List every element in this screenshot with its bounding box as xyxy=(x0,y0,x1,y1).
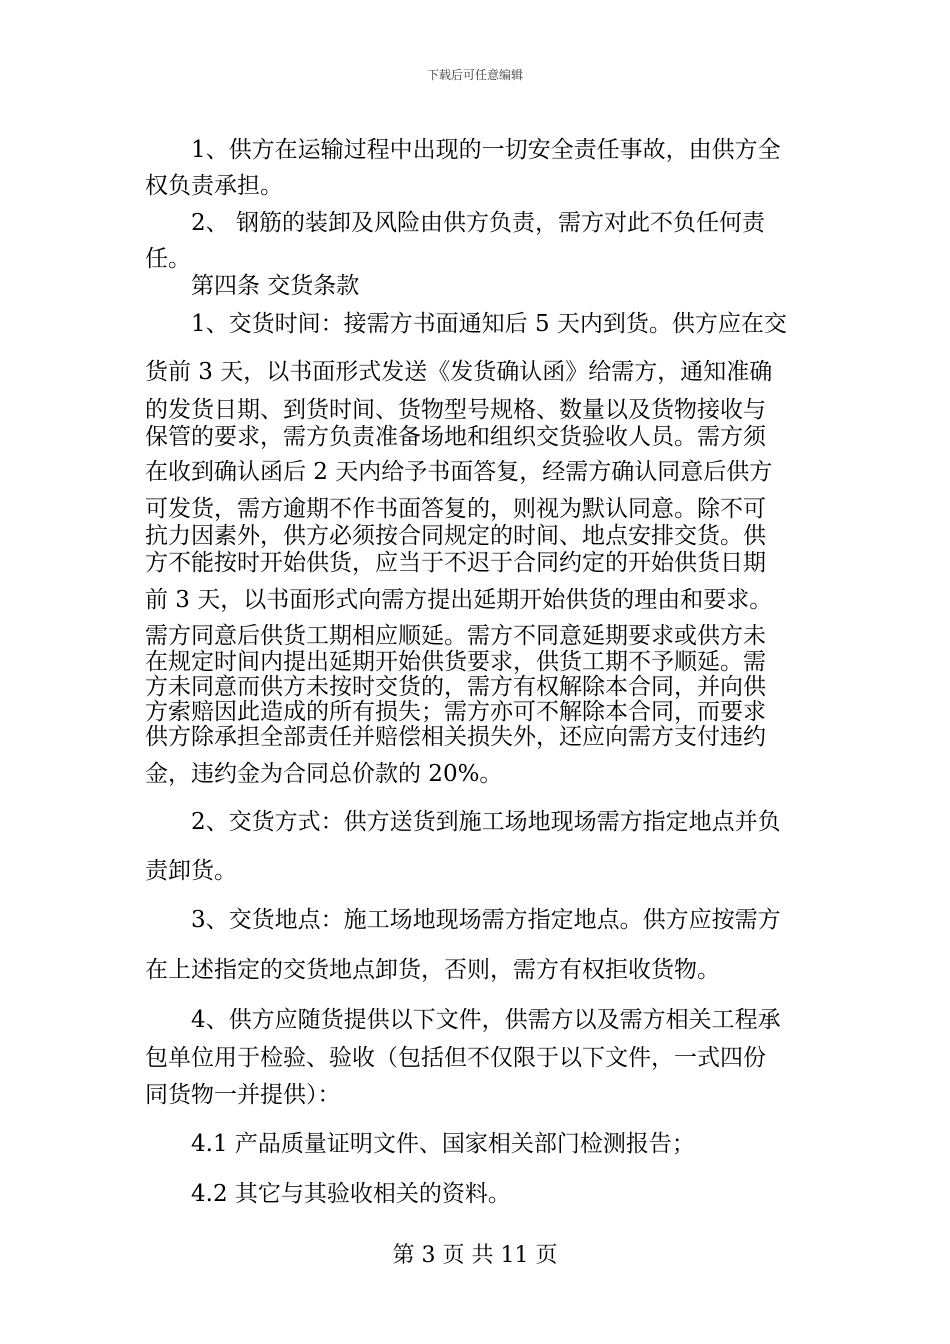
text-line: 需方同意后供货工期相应顺延。需方不同意延期要求或供方未 xyxy=(145,623,766,649)
text-line: 在规定时间内提出延期开始供货要求，供货工期不予顺延。需 xyxy=(145,649,766,675)
text-line: 责卸货。 xyxy=(145,858,237,884)
text-line: 可发货，需方逾期不作书面答复的，则视为默认同意。除不可 xyxy=(145,496,766,522)
text-line: 金，违约金为合同总价款的 20%。 xyxy=(145,761,503,787)
text-line: 方未同意而供方未按时交货的，需方有权解除本合同，并向供 xyxy=(145,674,766,700)
text-line: 前 3 天，以书面形式向需方提出延期开始供货的理由和要求。 xyxy=(145,587,773,613)
text-line: 4、供方应随货提供以下文件，供需方以及需方相关工程承 xyxy=(191,1007,781,1033)
text-line: 2、交货方式：供方送货到施工场地现场需方指定地点并负 xyxy=(191,809,781,835)
text-line: 抗力因素外，供方必须按合同规定的时间、地点安排交货。供 xyxy=(145,523,766,549)
text-line: 的发货日期、到货时间、货物型号规格、数量以及货物接收与 xyxy=(145,397,766,423)
text-line: 在上述指定的交货地点卸货，否则，需方有权拒收货物。 xyxy=(145,957,720,983)
section-heading: 第四条 交货条款 xyxy=(191,273,360,299)
text-line: 包单位用于检验、验收（包括但不仅限于以下文件，一式四份 xyxy=(145,1045,766,1071)
text-line: 同货物一并提供）： xyxy=(145,1082,341,1108)
text-line: 供方除承担全部责任并赔偿相关损失外，还应向需方支付违约 xyxy=(145,724,766,750)
text-line: 3、交货地点：施工场地现场需方指定地点。供方应按需方 xyxy=(191,907,781,933)
text-line: 在收到确认函后 2 天内给予书面答复，经需方确认同意后供方 xyxy=(145,459,773,485)
text-line: 2、 钢筋的装卸及风险由供方负责，需方对此不负任何责 xyxy=(191,210,765,236)
text-line: 1、交货时间：接需方书面通知后 5 天内到货。供方应在交 xyxy=(191,311,787,337)
text-line: 4.1 产品质量证明文件、国家相关部门检测报告； xyxy=(191,1131,695,1157)
text-line: 权负责承担。 xyxy=(145,173,283,199)
text-line: 4.2 其它与其验收相关的资料。 xyxy=(191,1181,511,1207)
text-line: 1、供方在运输过程中出现的一切安全责任事故，由供方全 xyxy=(191,137,781,163)
text-line: 货前 3 天，以书面形式发送《发货确认函》给需方，通知准确 xyxy=(145,359,773,385)
page-footer: 第 3 页 共 11 页 xyxy=(392,1243,558,1268)
text-line: 方不能按时开始供货，应当于不迟于合同约定的开始供货日期 xyxy=(145,550,766,576)
page-header: 下载后可任意编辑 xyxy=(426,68,523,82)
text-line: 方索赔因此造成的所有损失；需方亦可不解除本合同，而要求 xyxy=(145,699,766,725)
text-line: 保管的要求，需方负责准备场地和组织交货验收人员。需方须 xyxy=(145,424,766,450)
text-line: 任。 xyxy=(145,246,191,272)
